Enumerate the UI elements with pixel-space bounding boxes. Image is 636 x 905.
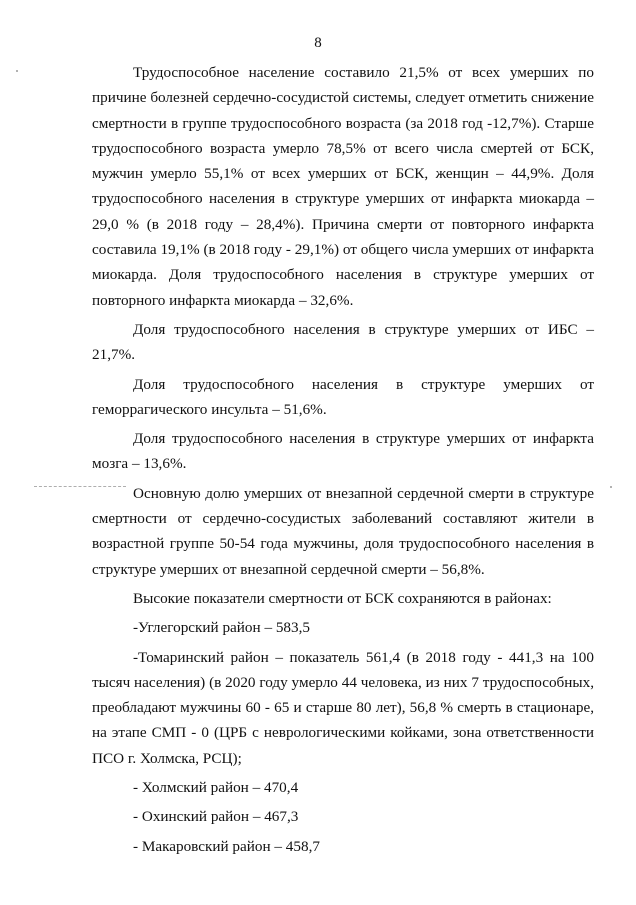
paragraph-sudden-cardiac-death: Основную долю умерших от внезапной сердечной смерти в структуре смертности от сердечно-сосудистых заболеваний составляют жители в возрастной группе 50-54 года мужчины, доля трудоспособного населения в структуре умерших от внезапной сердечной смерти – 56,8%. <box>92 484 594 578</box>
district-item-makarov: - Макаровский район – 458,7 <box>133 837 320 855</box>
district-item-uglegorsk: -Углегорский район – 583,5 <box>133 619 311 637</box>
paragraph-ibs-share: Доля трудоспособного населения в структуре умерших от ИБС – 21,7%. <box>92 320 594 364</box>
district-item-okha: - Охинский район – 467,3 <box>133 808 299 826</box>
paragraph-working-age-share: Трудоспособное население составило 21,5% от всех умерших по причине болезней сердечно-сосудистой системы, следует отметить снижение смертности в группе трудоспособного возраста (за 2018 год -12,7%). Старше трудоспособного возраста умерло 78,5% от всего числа смертей от БСК, мужчин умерло 55,1% от всех умерших от БСК, женщин – 44,9%. Доля трудоспособного населения в структуре умерших от инфаркта миокарда – 29,0 % (в 2018 году – 28,4%). Причина смерти от повторного инфаркта составила 19,1% (в 2018 году - 29,1%) от общего числа умерших от инфаркта миокарда. Доля трудоспособного населения в структуре умерших от повторного инфаркта миокарда – 32,6%. <box>92 64 594 309</box>
page-number: 8 <box>314 35 322 51</box>
district-item-tomari: -Томаринский район – показатель 561,4 (в 2018 году - 441,3 на 100 тысяч населения) (в 2020 году умерло 44 человека, из них 7 трудоспособных, преобладают мужчины 60 - 65 и старше 80 лет), 56,8 % смерть в стационаре, на этапе СМП - 0 (ЦРБ с неврологическими койками, зона ответственности ПСО г. Холмска, РСЦ); <box>92 648 594 767</box>
scan-artifact-dot <box>16 70 18 72</box>
district-item-kholmsk: - Холмский район – 470,4 <box>133 779 299 797</box>
document-body <box>92 60 594 859</box>
paragraph-hemorrhagic-stroke-share: Доля трудоспособного населения в структуре умерших от геморрагического инсульта – 51,6%. <box>92 375 594 418</box>
paragraph-districts-intro: Высокие показатели смертности от БСК сохраняются в районах: <box>133 589 552 607</box>
paragraph-brain-infarction-share: Доля трудоспособного населения в структуре умерших от инфаркта мозга – 13,6%. <box>92 430 594 473</box>
scan-artifact-dot <box>610 486 612 488</box>
